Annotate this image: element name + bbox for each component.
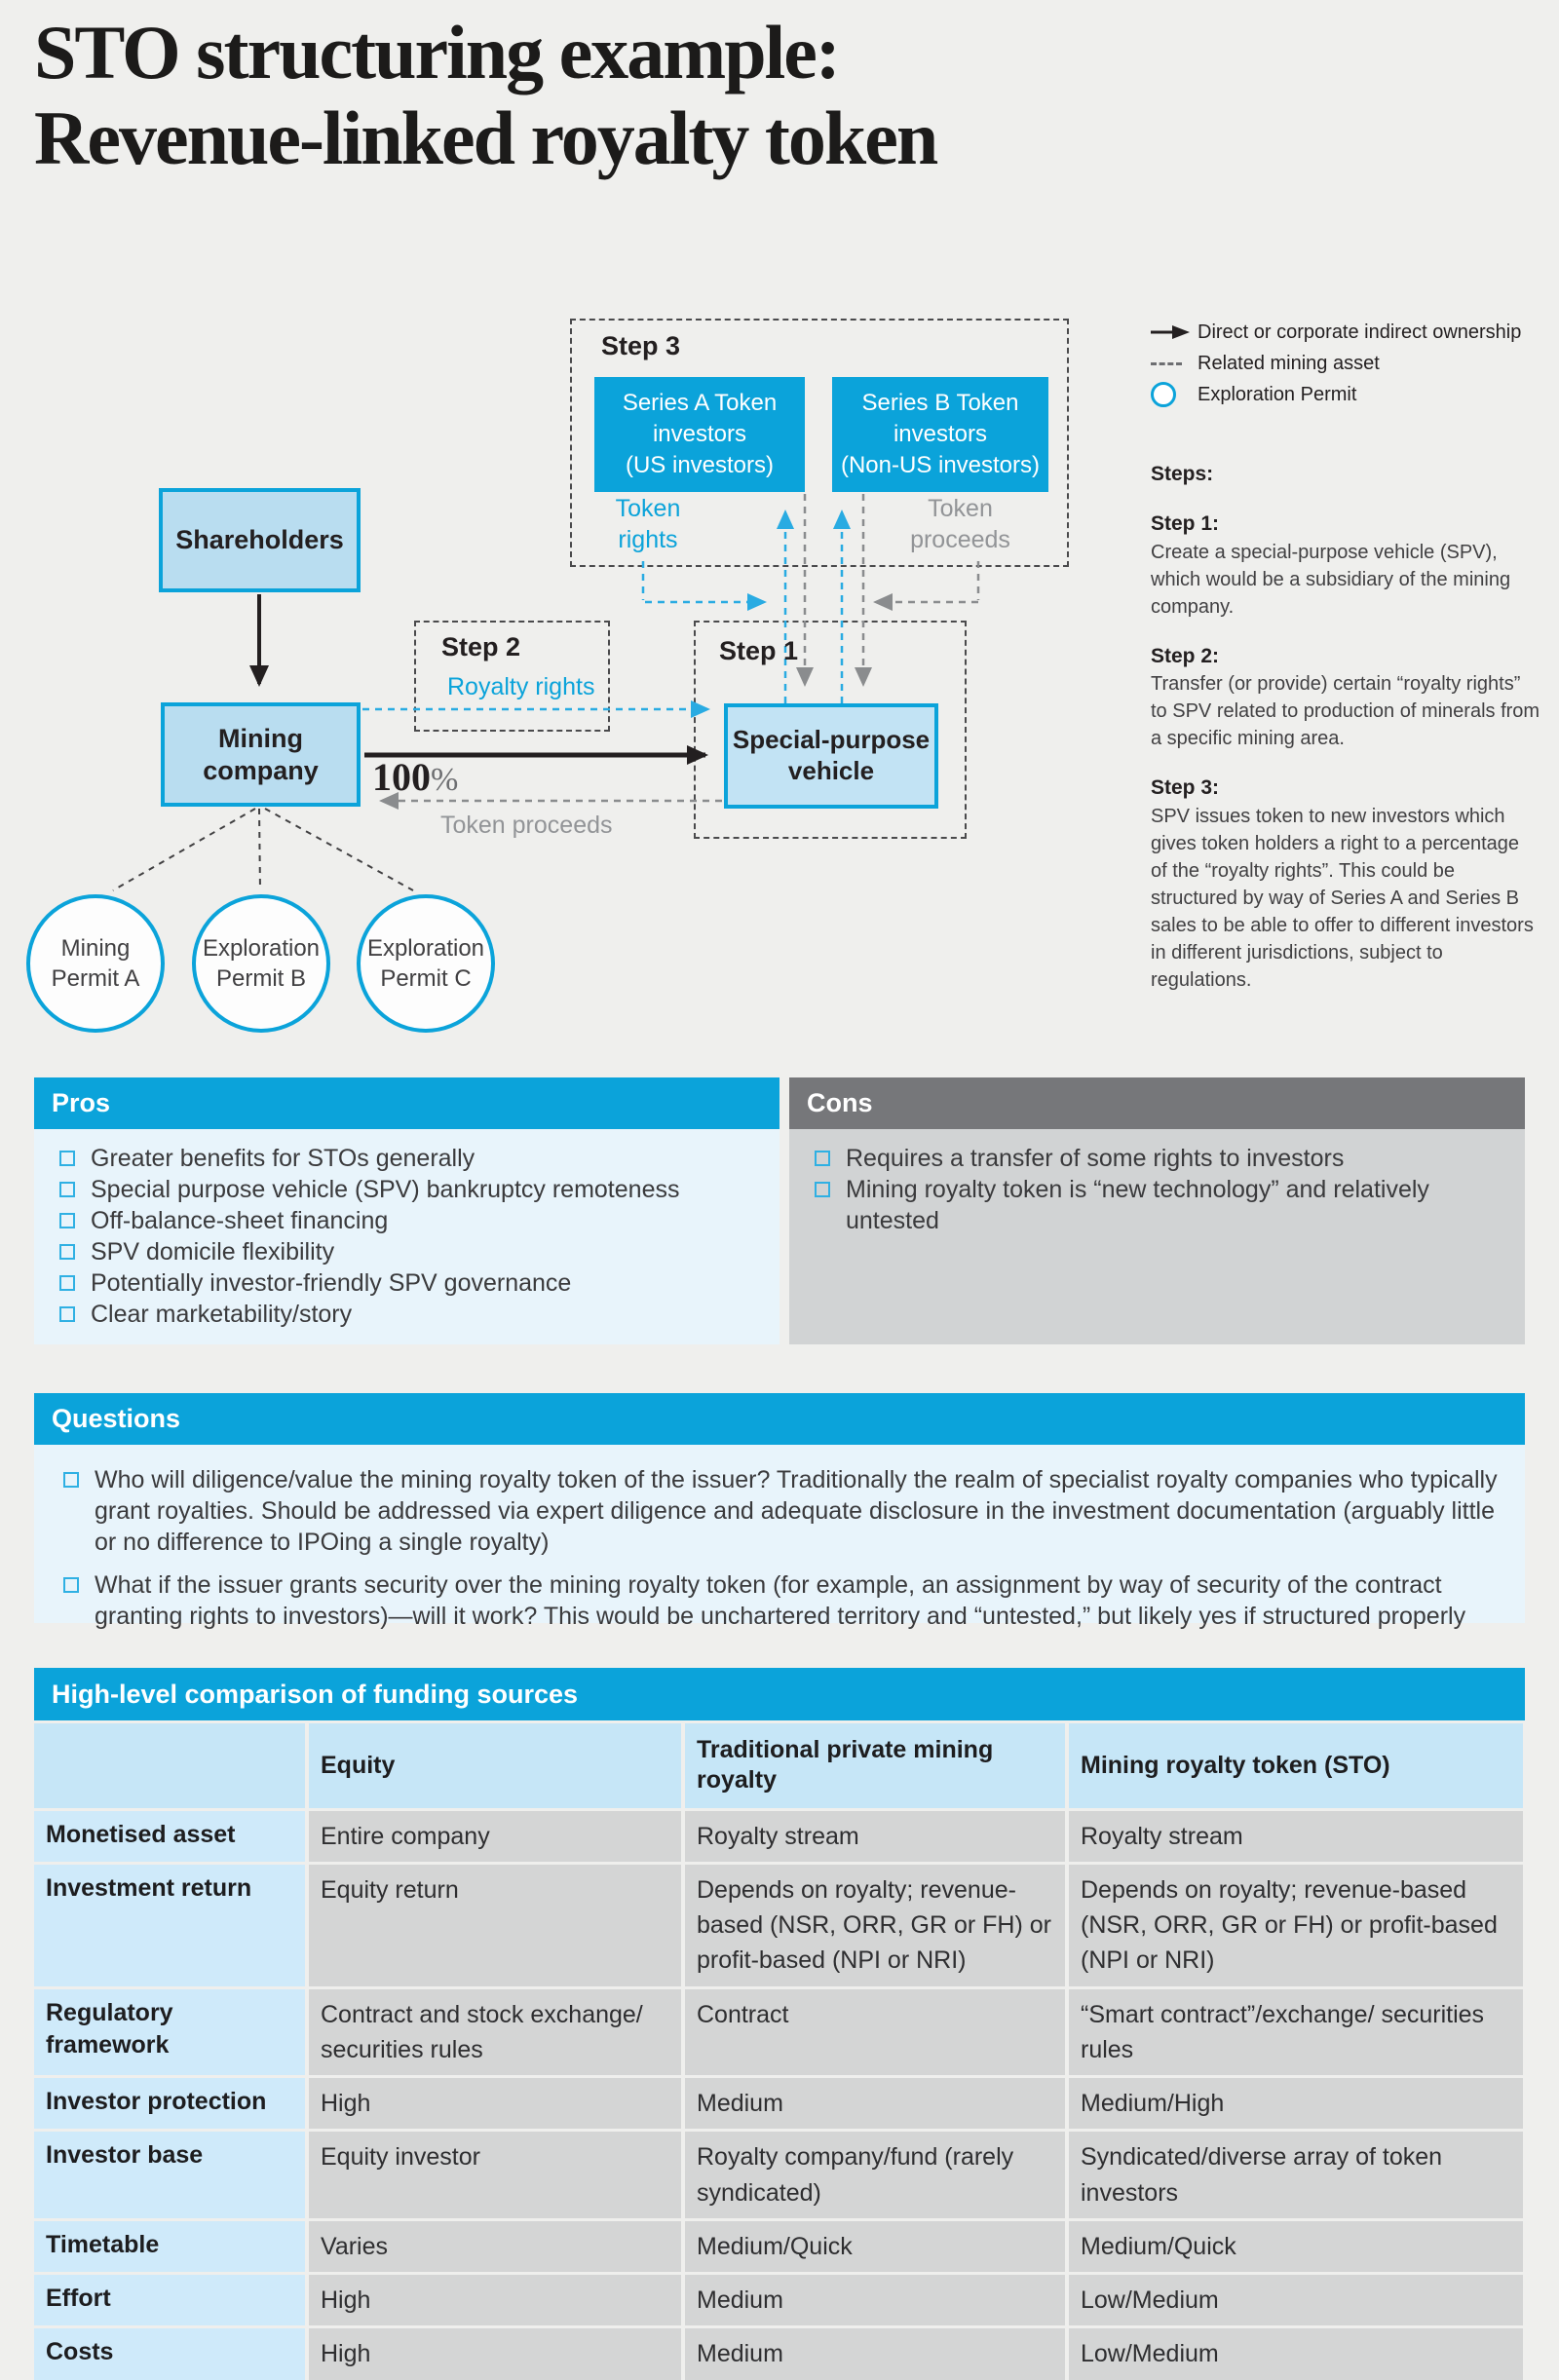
series-a-line3: (US investors) xyxy=(625,451,775,478)
questions-section-header: Questions xyxy=(34,1393,1525,1445)
table-cell: Low/Medium xyxy=(1069,2275,1523,2325)
royalty-rights-label: Royalty rights xyxy=(447,673,595,700)
header-cell-royalty-token: Mining royalty token (STO) xyxy=(1069,1723,1523,1808)
ownership-percentage-label: 100% xyxy=(372,755,459,799)
header-cell-traditional-royalty: Traditional private mining royalty xyxy=(685,1723,1065,1808)
legend-item-exploration-permit: Exploration Permit xyxy=(1151,384,1521,405)
table-cell: Medium xyxy=(685,2078,1065,2129)
series-a-line2: investors xyxy=(652,421,747,448)
legend xyxy=(1151,321,1521,415)
table-cell: Royalty company/fund (rarely syndicated) xyxy=(685,2132,1065,2218)
table-cell: Equity investor xyxy=(309,2132,681,2218)
cons-section-header: Cons xyxy=(789,1077,1525,1129)
step3-description: Step 3: SPV issues token to new investors which gives token holders a right to a percentage of the “royalty rights”. This could be structured by way of Series A and Series B sales to be able to offer to different investors in different jurisdictions, subject to regulations. xyxy=(1151,776,1534,991)
table-cell: High xyxy=(309,2328,681,2379)
cons-section-body xyxy=(789,1129,1525,1344)
page-title-line1: STO structuring example: xyxy=(34,10,839,94)
cons-list-item: Requires a transfer of some rights to investors xyxy=(813,1143,1502,1174)
page-title xyxy=(34,10,936,181)
mining-company-box xyxy=(161,702,361,807)
row-label: Timetable xyxy=(34,2221,305,2272)
series-b-line1: Series B Token xyxy=(861,390,1019,417)
table-cell: High xyxy=(309,2275,681,2325)
pros-list-item: Clear marketability/story xyxy=(57,1299,756,1330)
row-label: Investment return xyxy=(34,1865,305,1986)
header-cell-blank xyxy=(34,1723,305,1808)
arrow-icon xyxy=(1151,324,1198,340)
legend-item-ownership: Direct or corporate indirect ownership xyxy=(1151,321,1521,343)
exploration-permit-c-circle: Exploration Permit C xyxy=(357,894,495,1033)
pros-list xyxy=(34,1129,780,1343)
row-label: Monetised asset xyxy=(34,1811,305,1862)
token-rights-label: Token rights xyxy=(615,495,681,553)
table-cell: Contract and stock exchange/ securities rules xyxy=(309,1989,681,2076)
table-cell: Contract xyxy=(685,1989,1065,2076)
row-label: Investor protection xyxy=(34,2078,305,2129)
questions-list-item: What if the issuer grants security over the mining royalty token (for example, an assignment by way of security of the contract granting rights to investors)—will it work? This would be unchartered territory and “untested,” but likely yes if structured properly xyxy=(61,1569,1498,1632)
cons-list xyxy=(789,1129,1525,1250)
questions-list xyxy=(34,1445,1525,1653)
steps-heading: Steps: xyxy=(1151,463,1214,485)
table-cell: High xyxy=(309,2078,681,2129)
mining-permit-a-circle: Mining Permit A xyxy=(26,894,165,1033)
pros-section-header: Pros xyxy=(34,1077,780,1129)
table-cell: Medium/Quick xyxy=(685,2221,1065,2272)
row-label: Effort xyxy=(34,2275,305,2325)
series-b-line3: (Non-US investors) xyxy=(840,451,1041,478)
header-cell-equity: Equity xyxy=(309,1723,681,1808)
dashed-line-icon xyxy=(1151,362,1198,365)
table-cell: Depends on royalty; revenue-based (NSR, ORR, GR or FH) or profit-based (NPI or NRI) xyxy=(685,1865,1065,1986)
pros-list-item: Off-balance-sheet financing xyxy=(57,1205,756,1236)
table-cell: Equity return xyxy=(309,1865,681,1986)
table-cell: Medium xyxy=(685,2275,1065,2325)
page-title-line2: Revenue-linked royalty token xyxy=(34,95,937,180)
pros-list-item: SPV domicile flexibility xyxy=(57,1236,756,1267)
legend-item-related-asset: Related mining asset xyxy=(1151,353,1521,374)
table-cell: Medium/Quick xyxy=(1069,2221,1523,2272)
table-cell: Depends on royalty; revenue-based (NSR, ORR, GR or FH) or profit-based (NPI or NRI) xyxy=(1069,1865,1523,1986)
step1-label: Step 1 xyxy=(719,636,799,665)
row-label: Investor base xyxy=(34,2132,305,2218)
pros-list-item: Potentially investor-friendly SPV governance xyxy=(57,1267,756,1299)
comparison-table xyxy=(34,1668,1525,2380)
circle-icon xyxy=(1151,382,1198,407)
series-a-line1: Series A Token xyxy=(622,390,778,417)
spv-label-line2: vehicle xyxy=(787,756,875,785)
series-b-line2: investors xyxy=(893,421,988,448)
shareholders-label: Shareholders xyxy=(175,525,344,555)
spv-label-line1: Special-purpose xyxy=(732,725,931,755)
series-a-investors-box xyxy=(594,377,805,492)
questions-list-item: Who will diligence/value the mining royalty token of the issuer? Traditionally the realm of specialist royalty companies who typically grant royalties. Should be addressed via expert diligence and adequate disclosure in the investment documentation (arguably little or no difference to IPOing a single royalty) xyxy=(61,1464,1498,1558)
step3-label: Step 3 xyxy=(601,331,681,360)
step1-description: Step 1: Create a special-purpose vehicle (SPV), which would be a subsidiary of the mining company. xyxy=(1151,512,1511,618)
pros-section-body xyxy=(34,1129,780,1344)
token-proceeds-label-bottom: Token proceeds xyxy=(440,812,613,839)
token-proceeds-label-top: Token proceeds xyxy=(910,495,1010,553)
shareholders-box xyxy=(159,488,361,592)
mining-company-label-line2: company xyxy=(203,755,319,785)
series-b-investors-box xyxy=(832,377,1048,492)
table-cell: Entire company xyxy=(309,1811,681,1862)
table-cell: Royalty stream xyxy=(1069,1811,1523,1862)
pros-list-item: Special purpose vehicle (SPV) bankruptcy remoteness xyxy=(57,1174,756,1205)
table-cell: Medium xyxy=(685,2328,1065,2379)
table-cell: Medium/High xyxy=(1069,2078,1523,2129)
table-cell: Low/Medium xyxy=(1069,2328,1523,2379)
comparison-table-title: High-level comparison of funding sources xyxy=(34,1668,1525,1720)
table-cell: Syndicated/diverse array of token investors xyxy=(1069,2132,1523,2218)
pros-list-item: Greater benefits for STOs generally xyxy=(57,1143,756,1174)
table-cell: Royalty stream xyxy=(685,1811,1065,1862)
step2-description: Step 2: Transfer (or provide) certain “royalty rights” to SPV related to production of minerals from a specific mining area. xyxy=(1151,644,1540,750)
row-label: Costs xyxy=(34,2328,305,2379)
table-cell: Varies xyxy=(309,2221,681,2272)
exploration-permit-b-circle: Exploration Permit B xyxy=(192,894,330,1033)
mining-company-label-line1: Mining xyxy=(218,723,303,753)
row-label: Regulatory framework xyxy=(34,1989,305,2076)
step2-label: Step 2 xyxy=(441,632,521,661)
questions-section-body xyxy=(34,1445,1525,1630)
spv-box xyxy=(724,703,938,809)
steps-panel xyxy=(1151,460,1540,994)
cons-list-item: Mining royalty token is “new technology” and relatively untested xyxy=(813,1174,1502,1236)
table-cell: “Smart contract”/exchange/ securities rules xyxy=(1069,1989,1523,2076)
comparison-grid xyxy=(34,1723,1525,2380)
